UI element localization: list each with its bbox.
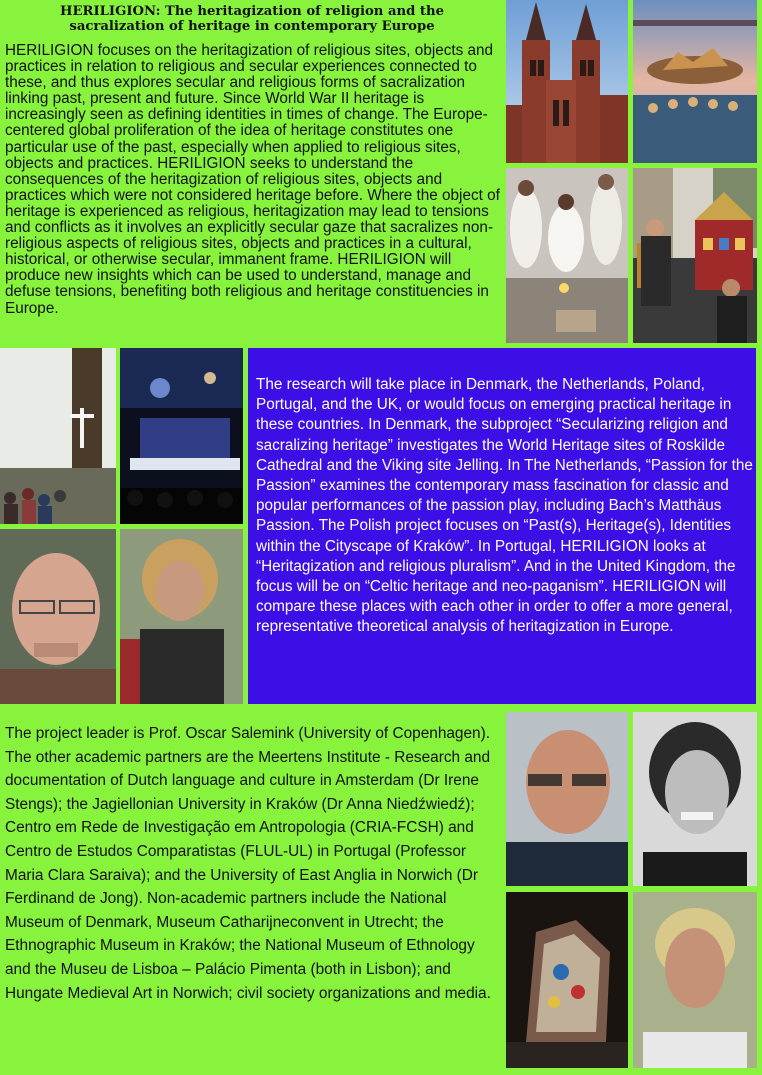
page-title xyxy=(0,4,504,34)
crucifix-tree-photo xyxy=(0,348,116,524)
oscar-salemink-portrait xyxy=(0,529,116,704)
cathedral-photo xyxy=(506,0,628,163)
viking-stones-photo xyxy=(633,0,757,163)
maria-clara-saraiva-portrait xyxy=(633,892,757,1068)
irene-stengs-portrait xyxy=(120,529,243,704)
research-paragraph: The research will take place in Denmark, the Netherlands, Poland, Portugal, and the UK, or would focus on emerging practical heritage in these countries. In Denmark, the subproject “Secularizing religion and sacralizing heritage” investigates the World Heritage sites of Roskilde Cathedral and the Viking site Jelling. In The Netherlands, “Passion for the Passion” examines the contemporary mass fascination for classic and popular performances of the passion play, including Bach’s Matthäus Passion. The Polish project focuses on “Past(s), Heritage(s), Identities within the Cityscape of Kraków”. In Portugal, HERILIGION looks at “Heritagization and religious pluralism”. And in the United Kingdom, the focus will be on “Celtic heritage and neo-paganism”. HERILIGION will compare these places with each other in order to offer a more general, representative theoretical analysis of heritagization in Europe. xyxy=(256,376,753,636)
partners-paragraph: The project leader is Prof. Oscar Salemink (University of Copenhagen). The other academic partners are the Meertens Institute - Research and documentation of Dutch language and culture in Amsterdam (Dr Irene Stengs); the Jagiellonian University in Kraków (Dr Anna Niedźwiedź); Centro em Rede de Investigação em Antropologia (CRIA-FCSH) and Centro de Estudos Comparatistas (FLUL-UL) in Portugal (Professor Maria Clara Saraiva); and the University of East Anglia in Norwich (Dr Ferdinand de Jong). Non-academic partners include the National Museum of Denmark, Museum Catharijneconvent in Utrecht; the Ethnographic Museum in Kraków; the National Museum of Ethnology and the Museu de Lisboa – Palácio Pimenta (both in Lisbon); and Hungate Medieval Art in Norwich; civil society organizations and media. xyxy=(5,725,491,1002)
ferdinand-de-jong-portrait xyxy=(506,712,628,886)
passion-play-photo xyxy=(120,348,243,524)
krakow-crib-photo xyxy=(633,168,757,343)
ritual-gathering-photo xyxy=(506,168,628,343)
intro-paragraph: HERILIGION focuses on the heritagization of religious sites, objects and practices in relation to religious and secular experiences connected to these, and thus explores secular and religious forms of sacralization linking past, present and future. Since World War II heritage is increasingly seen as defining identities in times of change. The Europe-centered global proliferation of the idea of heritage constitutes one particular use of the past, especially when applied to religious sites, objects and practices. HERILIGION seeks to understand the consequences of the heritagization of religious sites, objects and practices which were not considered heritage before. Where the object of heritage is experienced as religious, heritagization may lead to tensions and conflicts as it involves an explicitly secular gaze that sacralizes non-religious aspects of religious sites, objects and practices in a cultural, historical, or otherwise secular, immanent frame. HERILIGION will produce new insights which can be used to understand, manage and defuse tensions, benefiting both religious and heritage constituencies in Europe. xyxy=(5,42,500,317)
title-line-1: HERILIGION: The heritagization of religion and the xyxy=(60,4,444,19)
title-line-2: sacralization of heritage in contemporary Europe xyxy=(69,19,435,34)
jelling-stone-photo xyxy=(506,892,628,1068)
anna-niedzwiedz-portrait xyxy=(633,712,757,886)
